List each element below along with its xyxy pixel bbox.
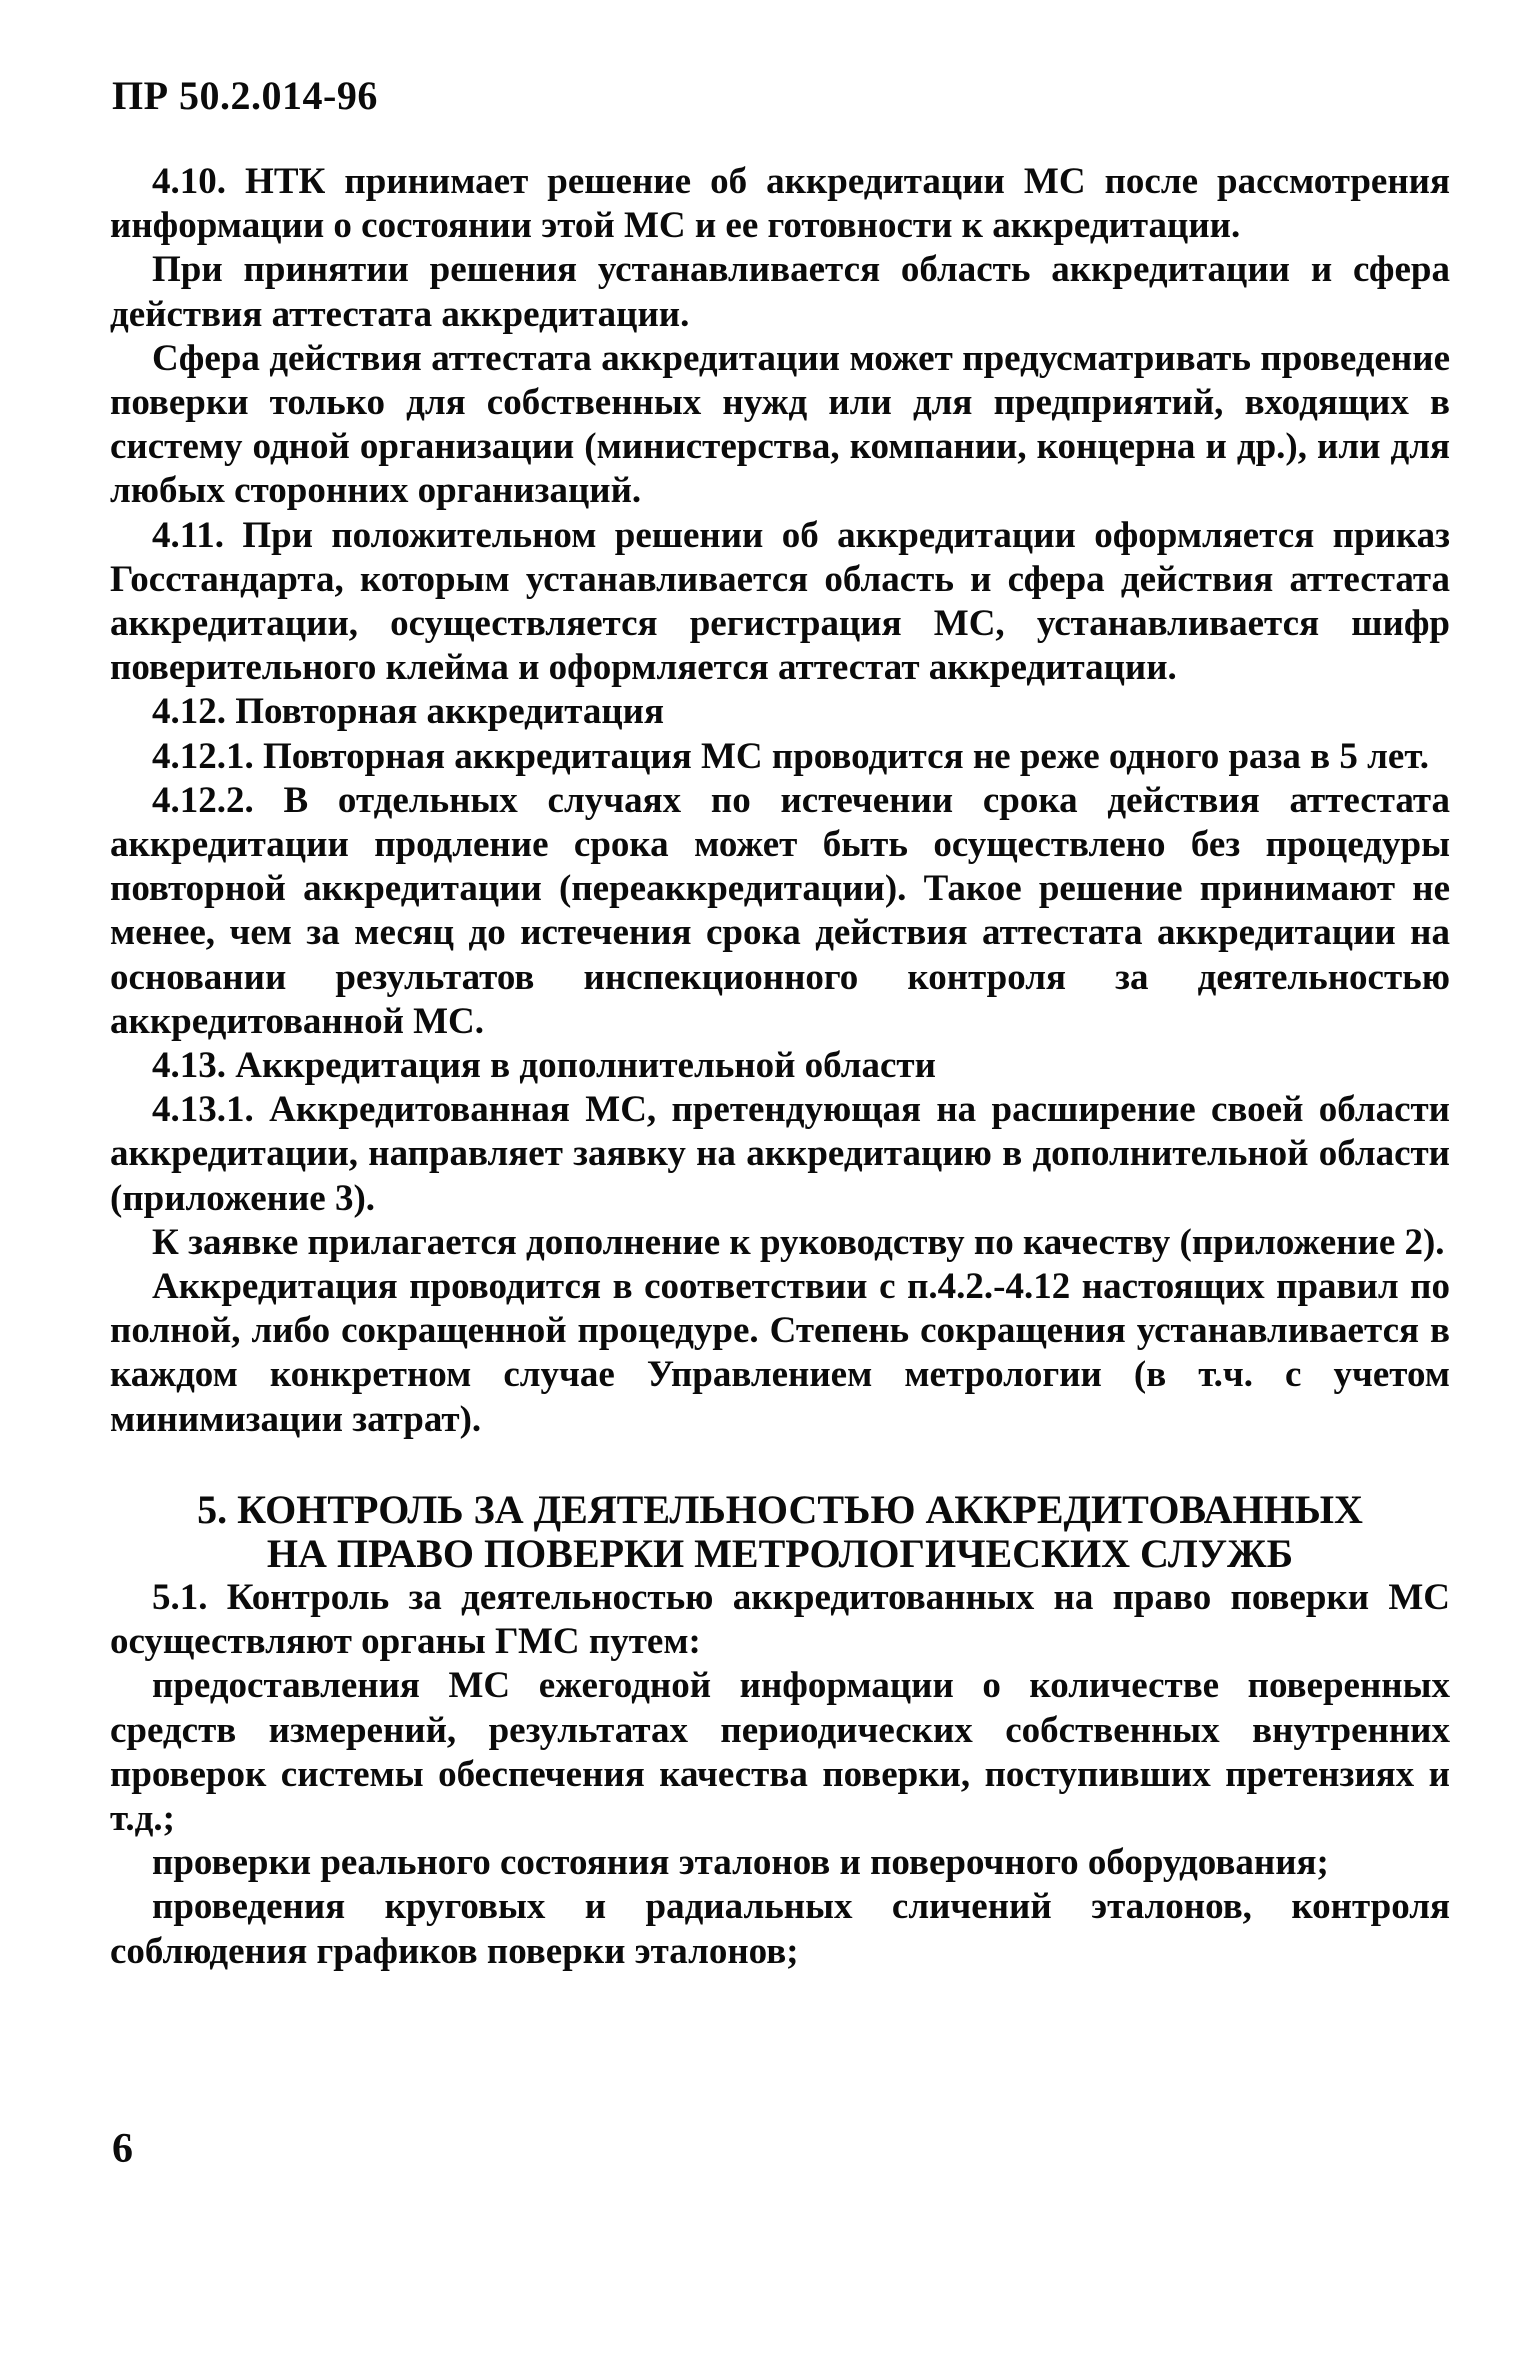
paragraph-4-12-2: 4.12.2. В отдельных случаях по истечении срока действия аттестата аккредитации продление срока может быть осуществлено без процедуры повторной аккредитации (переаккредитации). Такое решение принимают не менее, чем за месяц до истечения срока действия аттестата аккредитации на основании результатов инспекционного контроля за деятельностью аккредитованной МС. bbox=[110, 779, 1450, 1042]
paragraph-accreditation-procedure: Аккредитация проводится в соответствии с п.4.2.-4.12 настоящих правил по полной, либо сокращенной процедуре. Степень сокращения устанавливается в каждом конкретном случае Управлением метрологии (в т.ч. с учетом минимизации затрат). bbox=[110, 1266, 1450, 1440]
heading-4-12: 4.12. Повторная аккредитация bbox=[152, 691, 664, 733]
paragraph-scope-decision: При принятии решения устанавливается область аккредитации и сфера действия аттестата аккредитации. bbox=[110, 249, 1450, 335]
section-5-heading bbox=[110, 1488, 1450, 1576]
paragraph-certificate-scope: Сфера действия аттестата аккредитации может предусматривать проведение поверки только для собственных нужд или для предприятий, входящих в систему одной организации (министерства, компании, концерна и др.), или для любых сторонних организаций. bbox=[110, 337, 1450, 512]
paragraph-comparisons: проведения круговых и радиальных сличений эталонов, контроля соблюдения графиков поверки эталонов; bbox=[110, 1886, 1450, 1972]
document-code-header: ПР 50.2.014-96 bbox=[112, 73, 378, 118]
paragraph-standards-check: проверки реального состояния эталонов и поверочного оборудования; bbox=[152, 1842, 1329, 1884]
paragraph-annual-information: предоставления МС ежегодной информации о количестве поверенных средств измерений, результатах периодических собственных внутренних проверок системы обеспечения качества поверки, поступивших претензиях и т.д.; bbox=[110, 1665, 1450, 1839]
page-number: 6 bbox=[112, 2126, 133, 2172]
paragraph-4-11: 4.11. При положительном решении об аккредитации оформляется приказ Госстандарта, которым устанавливается область и сфера действия аттестата аккредитации, осуществляется регистрация МС, устанавливается шифр поверительного клейма и оформляется аттестат аккредитации. bbox=[110, 514, 1450, 689]
paragraph-4-13-1: 4.13.1. Аккредитованная МС, претендующая на расширение своей области аккредитации, направляет заявку на аккредитацию в дополнительной области (приложение 3). bbox=[110, 1089, 1450, 1219]
paragraph-application-attachment: К заявке прилагается дополнение к руководству по качеству (приложение 2). bbox=[152, 1221, 1445, 1263]
section-5-heading-line-2: НА ПРАВО ПОВЕРКИ МЕТРОЛОГИЧЕСКИХ СЛУЖБ bbox=[266, 1530, 1294, 1576]
body-text bbox=[110, 160, 1450, 1974]
heading-4-13: 4.13. Аккредитация в дополнительной области bbox=[152, 1045, 936, 1087]
section-5-heading-line-1: 5. КОНТРОЛЬ ЗА ДЕЯТЕЛЬНОСТЬЮ АККРЕДИТОВАННЫХ bbox=[197, 1486, 1363, 1532]
paragraph-5-1: 5.1. Контроль за деятельностью аккредитованных на право поверки МС осуществляют органы ГМС путем: bbox=[110, 1576, 1450, 1663]
paragraph-4-12-1: 4.12.1. Повторная аккредитация МС проводится не реже одного раза в 5 лет. bbox=[152, 735, 1429, 777]
paragraph-4-10: 4.10. НТК принимает решение об аккредитации МС после рассмотрения информации о состоянии этой МС и ее готовности к аккредитации. bbox=[110, 161, 1450, 247]
